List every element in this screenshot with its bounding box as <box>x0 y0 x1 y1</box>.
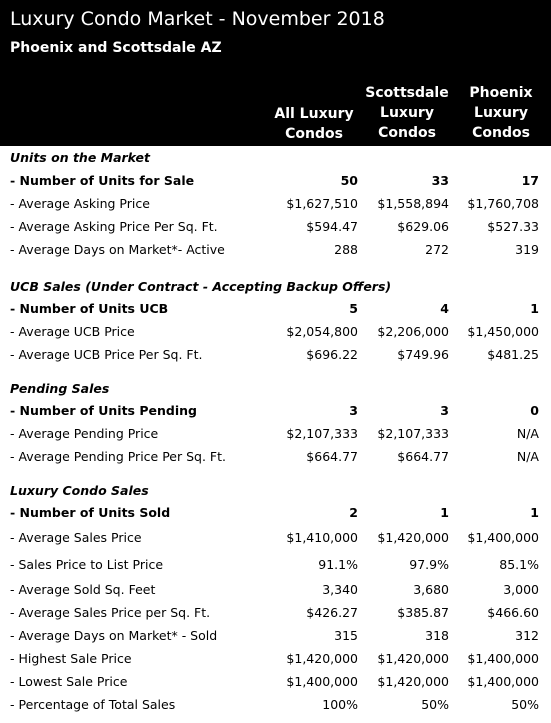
row-label: - Average Sales Price per Sq. Ft. <box>10 605 211 620</box>
scottsdale-value: 4 <box>440 301 449 316</box>
row-label: - Average Asking Price <box>10 196 150 211</box>
all-luxury-value: $1,420,000 <box>286 651 358 666</box>
phoenix-value: $527.33 <box>487 219 539 234</box>
table-row <box>0 672 551 694</box>
phoenix-value: 17 <box>521 173 539 188</box>
all-luxury-value: $1,410,000 <box>286 530 358 545</box>
phoenix-value: $1,400,000 <box>467 674 539 689</box>
report-subtitle: Phoenix and Scottsdale AZ <box>10 40 222 56</box>
section-title: Luxury Condo Sales <box>10 483 149 498</box>
phoenix-value: $481.25 <box>487 347 539 362</box>
all-luxury-value: 50 <box>340 173 358 188</box>
scottsdale-value: 318 <box>425 628 449 643</box>
all-luxury-value: 100% <box>322 697 358 712</box>
phoenix-value: N/A <box>516 426 539 441</box>
scottsdale-value: $1,420,000 <box>377 651 449 666</box>
table-row <box>0 503 551 525</box>
all-luxury-value: 91.1% <box>318 557 358 572</box>
column-header-scottsdale <box>362 83 452 143</box>
row-label: - Average UCB Price Per Sq. Ft. <box>10 347 203 362</box>
table-row <box>0 194 551 216</box>
row-label: - Number of Units Sold <box>10 505 171 520</box>
all-luxury-value: $2,107,333 <box>286 426 358 441</box>
column-header-line: Luxury <box>474 105 528 121</box>
scottsdale-value: $2,107,333 <box>377 426 449 441</box>
scottsdale-value: $629.06 <box>397 219 449 234</box>
scottsdale-value: $385.87 <box>397 605 449 620</box>
scottsdale-value: $664.77 <box>397 449 449 464</box>
section-title: Units on the Market <box>10 150 151 165</box>
phoenix-value: 85.1% <box>499 557 539 572</box>
all-luxury-value: 5 <box>349 301 358 316</box>
all-luxury-value: 2 <box>349 505 358 520</box>
row-label: - Percentage of Total Sales <box>10 697 176 712</box>
phoenix-value: $1,760,708 <box>467 196 539 211</box>
all-luxury-value: $594.47 <box>306 219 358 234</box>
scottsdale-value: 97.9% <box>409 557 449 572</box>
phoenix-value: $1,400,000 <box>467 530 539 545</box>
phoenix-value: 50% <box>511 697 539 712</box>
row-label: - Lowest Sale Price <box>10 674 128 689</box>
phoenix-value: 312 <box>515 628 539 643</box>
scottsdale-value: 50% <box>421 697 449 712</box>
all-luxury-value: $1,400,000 <box>286 674 358 689</box>
table-row <box>0 217 551 239</box>
table-row <box>0 240 551 262</box>
table-row <box>0 401 551 423</box>
column-header-line: Condos <box>285 126 343 142</box>
column-header-line: Condos <box>472 125 530 141</box>
column-header-line: All Luxury <box>274 106 354 122</box>
phoenix-value: 3,000 <box>503 582 539 597</box>
row-label: - Number of Units UCB <box>10 301 169 316</box>
scottsdale-value: 33 <box>431 173 449 188</box>
phoenix-value: 319 <box>515 242 539 257</box>
all-luxury-value: $696.22 <box>306 347 358 362</box>
table-row <box>0 447 551 469</box>
table-row <box>0 299 551 321</box>
row-label: - Highest Sale Price <box>10 651 132 666</box>
scottsdale-value: $2,206,000 <box>377 324 449 339</box>
phoenix-value: N/A <box>516 449 539 464</box>
row-label: - Average Asking Price Per Sq. Ft. <box>10 219 218 234</box>
all-luxury-value: $664.77 <box>306 449 358 464</box>
scottsdale-value: $1,558,894 <box>377 196 449 211</box>
all-luxury-value: 3,340 <box>322 582 358 597</box>
scottsdale-value: $1,420,000 <box>377 530 449 545</box>
table-row <box>0 322 551 344</box>
phoenix-value: 1 <box>530 301 539 316</box>
table-row <box>0 626 551 648</box>
table-row <box>0 603 551 625</box>
phoenix-value: $1,400,000 <box>467 651 539 666</box>
section-title: Pending Sales <box>10 381 110 396</box>
row-label: - Average Days on Market*- Active <box>10 242 225 257</box>
row-label: - Average UCB Price <box>10 324 135 339</box>
column-header-line: Scottsdale <box>365 85 449 101</box>
table-row <box>0 345 551 367</box>
scottsdale-value: 3,680 <box>413 582 449 597</box>
all-luxury-value: 3 <box>349 403 358 418</box>
row-label: - Average Sold Sq. Feet <box>10 582 156 597</box>
column-header-phoenix <box>456 83 546 143</box>
column-header-all-luxury <box>264 104 364 144</box>
column-header-line: Condos <box>378 125 436 141</box>
table-row <box>0 424 551 446</box>
section-title: UCB Sales (Under Contract - Accepting Backup Offers) <box>10 279 392 294</box>
column-header-line: Phoenix <box>469 85 533 101</box>
scottsdale-value: 1 <box>440 505 449 520</box>
row-label: - Average Pending Price <box>10 426 159 441</box>
phoenix-value: $1,450,000 <box>467 324 539 339</box>
row-label: - Average Sales Price <box>10 530 142 545</box>
row-label: - Average Pending Price Per Sq. Ft. <box>10 449 226 464</box>
phoenix-value: $466.60 <box>487 605 539 620</box>
row-label: - Average Days on Market* - Sold <box>10 628 218 643</box>
scottsdale-value: 272 <box>425 242 449 257</box>
row-label: - Number of Units for Sale <box>10 173 195 188</box>
table-row <box>0 528 551 550</box>
report-header <box>0 0 551 146</box>
table-row <box>0 695 551 717</box>
all-luxury-value: $426.27 <box>306 605 358 620</box>
table-row <box>0 580 551 602</box>
column-header-line: Luxury <box>380 105 434 121</box>
row-label: - Number of Units Pending <box>10 403 197 418</box>
all-luxury-value: $1,627,510 <box>286 196 358 211</box>
scottsdale-value: 3 <box>440 403 449 418</box>
phoenix-value: 1 <box>530 505 539 520</box>
scottsdale-value: $749.96 <box>397 347 449 362</box>
table-row <box>0 555 551 577</box>
row-label: - Sales Price to List Price <box>10 557 164 572</box>
report-title: Luxury Condo Market - November 2018 <box>10 8 385 30</box>
all-luxury-value: 315 <box>334 628 358 643</box>
table-row <box>0 171 551 193</box>
phoenix-value: 0 <box>530 403 539 418</box>
scottsdale-value: $1,420,000 <box>377 674 449 689</box>
all-luxury-value: 288 <box>334 242 358 257</box>
table-row <box>0 649 551 671</box>
all-luxury-value: $2,054,800 <box>286 324 358 339</box>
